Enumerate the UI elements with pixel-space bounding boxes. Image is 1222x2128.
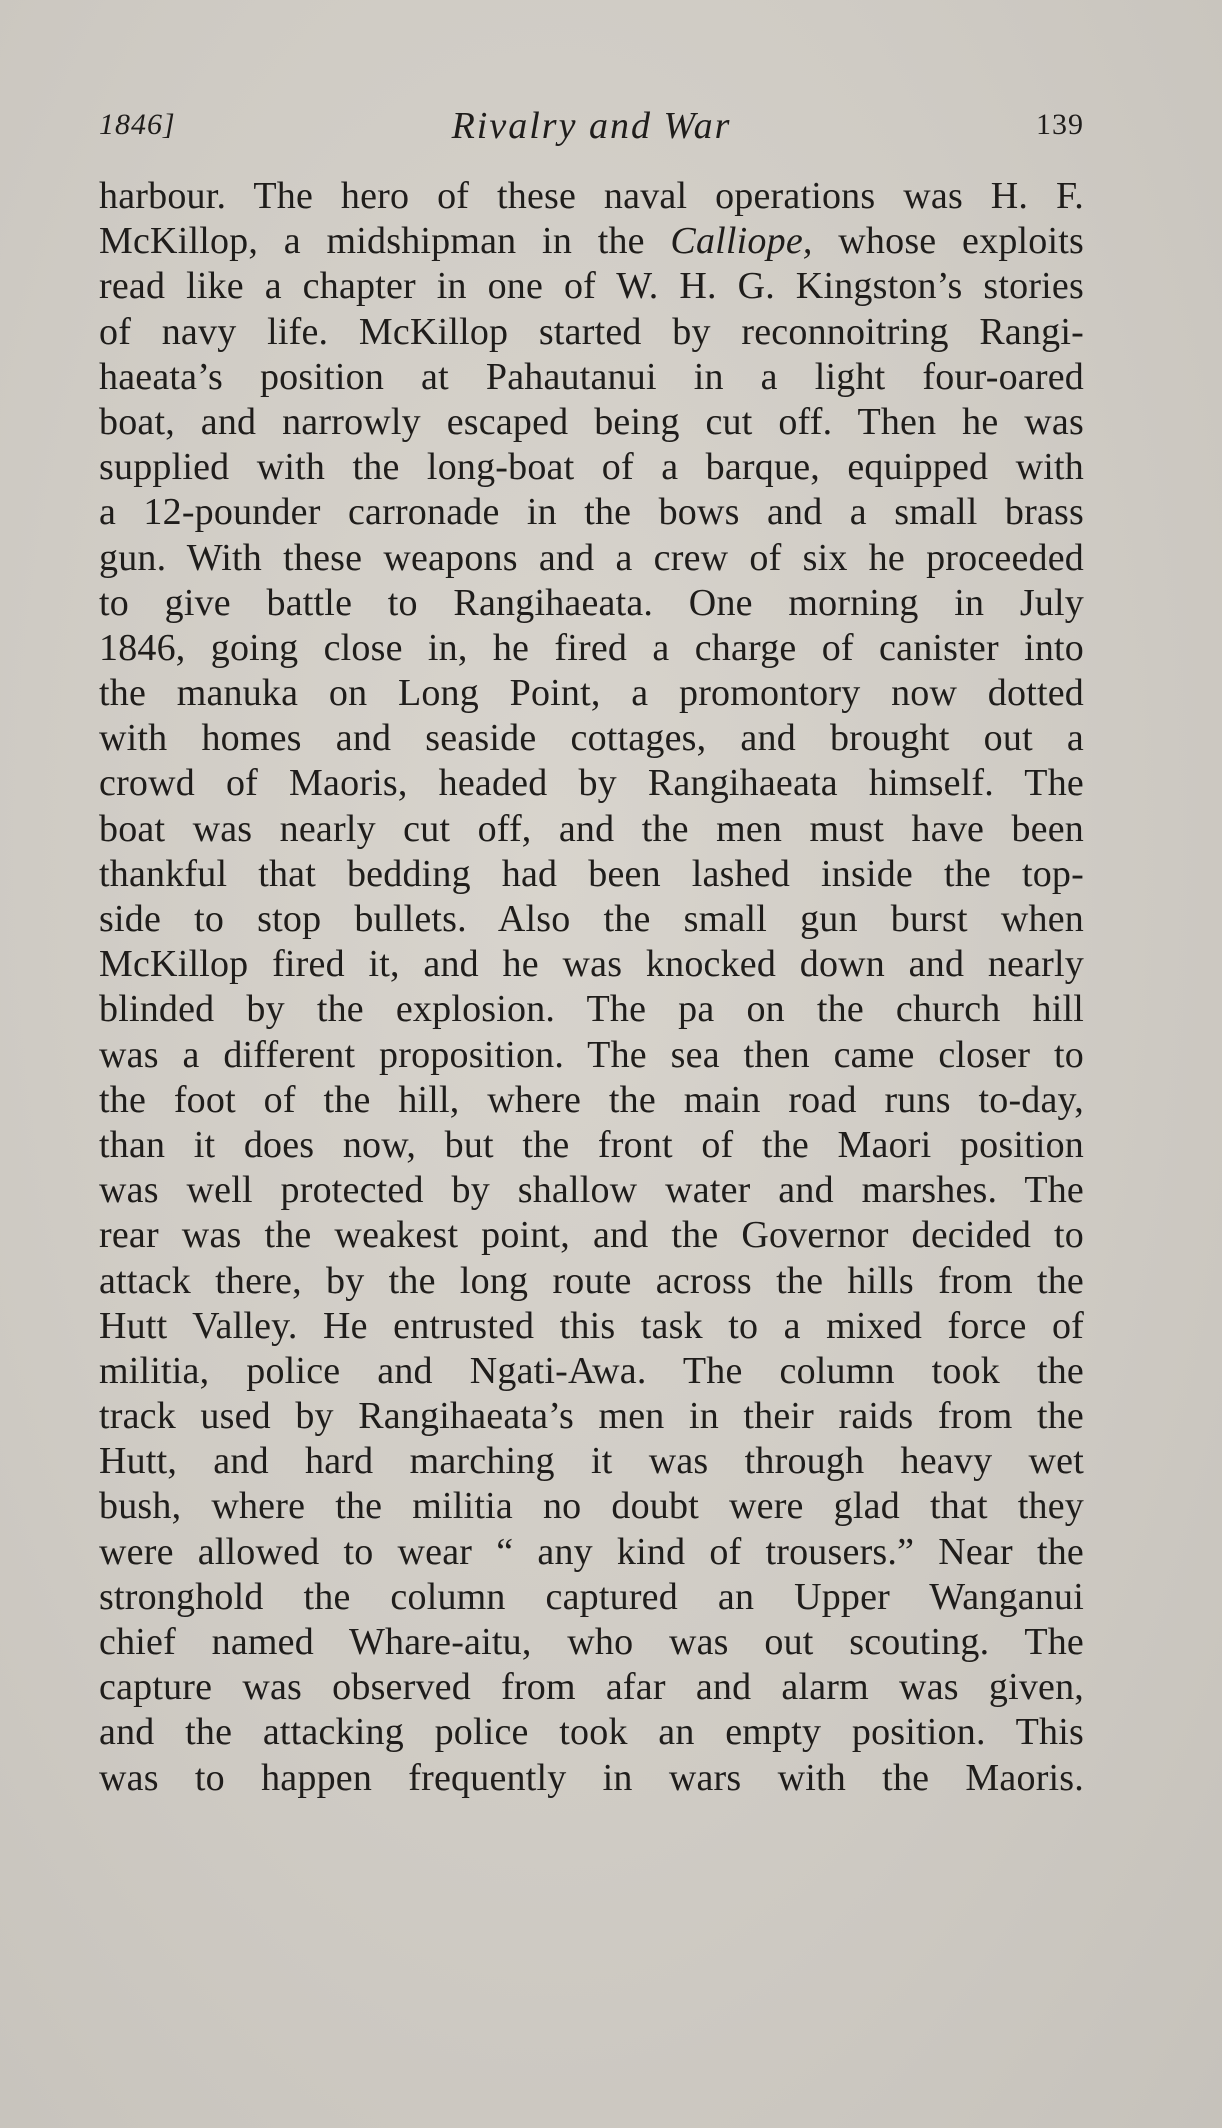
- text-line: stronghold the column captured an Upper Wanganui: [99, 1575, 1084, 1618]
- ship-name: Calliope,: [670, 220, 813, 263]
- text-line-part: McKillop, a midshipman in the: [99, 220, 671, 263]
- running-head: [99, 105, 1084, 158]
- text-line: track used by Rangihaeata’s men in their raids from the: [99, 1395, 1084, 1438]
- text-line: read like a chapter in one of W. H. G. Kingston’s stories: [99, 265, 1084, 308]
- text-line: the foot of the hill, where the main road runs to-day,: [99, 1078, 1084, 1121]
- text-line: were allowed to wear “ any kind of trousers.” Near the: [99, 1530, 1084, 1573]
- text-line: gun. With these weapons and a crew of six he proceeded: [99, 536, 1084, 579]
- text-line: bush, where the militia no doubt were glad that they: [99, 1485, 1084, 1528]
- text-line: side to stop bullets. Also the small gun burst when: [99, 898, 1084, 940]
- text-line: was a different proposition. The sea then came closer to: [99, 1033, 1084, 1076]
- text-line: chief named Whare-aitu, who was out scouting. The: [99, 1621, 1084, 1663]
- text-line: militia, police and Ngati-Awa. The column took the: [99, 1349, 1084, 1392]
- text-line: capture was observed from afar and alarm was given,: [99, 1666, 1084, 1709]
- text-line: with homes and seaside cottages, and brought out a: [99, 717, 1084, 760]
- text-line: was well protected by shallow water and marshes. The: [99, 1169, 1084, 1212]
- text-line: to give battle to Rangihaeata. One morning in July: [99, 581, 1084, 624]
- text-line: boat, and narrowly escaped being cut off. Then he was: [99, 400, 1084, 443]
- text-line: attack there, by the long route across the hills from the: [99, 1259, 1084, 1302]
- running-head-title: Rivalry and War: [451, 105, 732, 147]
- body-text: [99, 174, 1084, 1801]
- text-line-last: was to happen frequently in wars with the Maoris.: [99, 1756, 1084, 1799]
- text-line: boat was nearly cut off, and the men must have been: [99, 807, 1084, 850]
- text-line: Hutt, and hard marching it was through heavy wet: [99, 1440, 1084, 1483]
- running-head-year: 1846]: [99, 108, 176, 141]
- text-line: and the attacking police took an empty position. This: [99, 1711, 1084, 1754]
- text-line: harbour. The hero of these naval operations was H. F.: [99, 175, 1084, 217]
- text-line: thankful that bedding had been lashed inside the top-: [99, 852, 1084, 895]
- text-line: Hutt Valley. He entrusted this task to a mixed force of: [99, 1304, 1084, 1347]
- text-line: of navy life. McKillop started by reconnoitring Rangi-: [99, 310, 1084, 353]
- text-line: the manuka on Long Point, a promontory now dotted: [99, 672, 1084, 715]
- text-line: haeata’s position at Pahautanui in a light four-oared: [99, 355, 1084, 398]
- text-line: crowd of Maoris, headed by Rangihaeata himself. The: [99, 762, 1084, 805]
- text-line: McKillop fired it, and he was knocked down and nearly: [99, 943, 1084, 986]
- text-line: than it does now, but the front of the Maori position: [99, 1123, 1084, 1166]
- text-line: [99, 219, 1084, 264]
- text-line-part: whose exploits: [812, 220, 1084, 263]
- page-number: 139: [1036, 108, 1084, 141]
- text-line: a 12-pounder carronade in the bows and a small brass: [99, 491, 1084, 534]
- text-line: supplied with the long-boat of a barque, equipped with: [99, 446, 1084, 489]
- text-line: rear was the weakest point, and the Governor decided to: [99, 1214, 1084, 1257]
- text-line: blinded by the explosion. The pa on the church hill: [99, 988, 1084, 1031]
- text-line: 1846, going close in, he fired a charge of canister into: [99, 626, 1084, 669]
